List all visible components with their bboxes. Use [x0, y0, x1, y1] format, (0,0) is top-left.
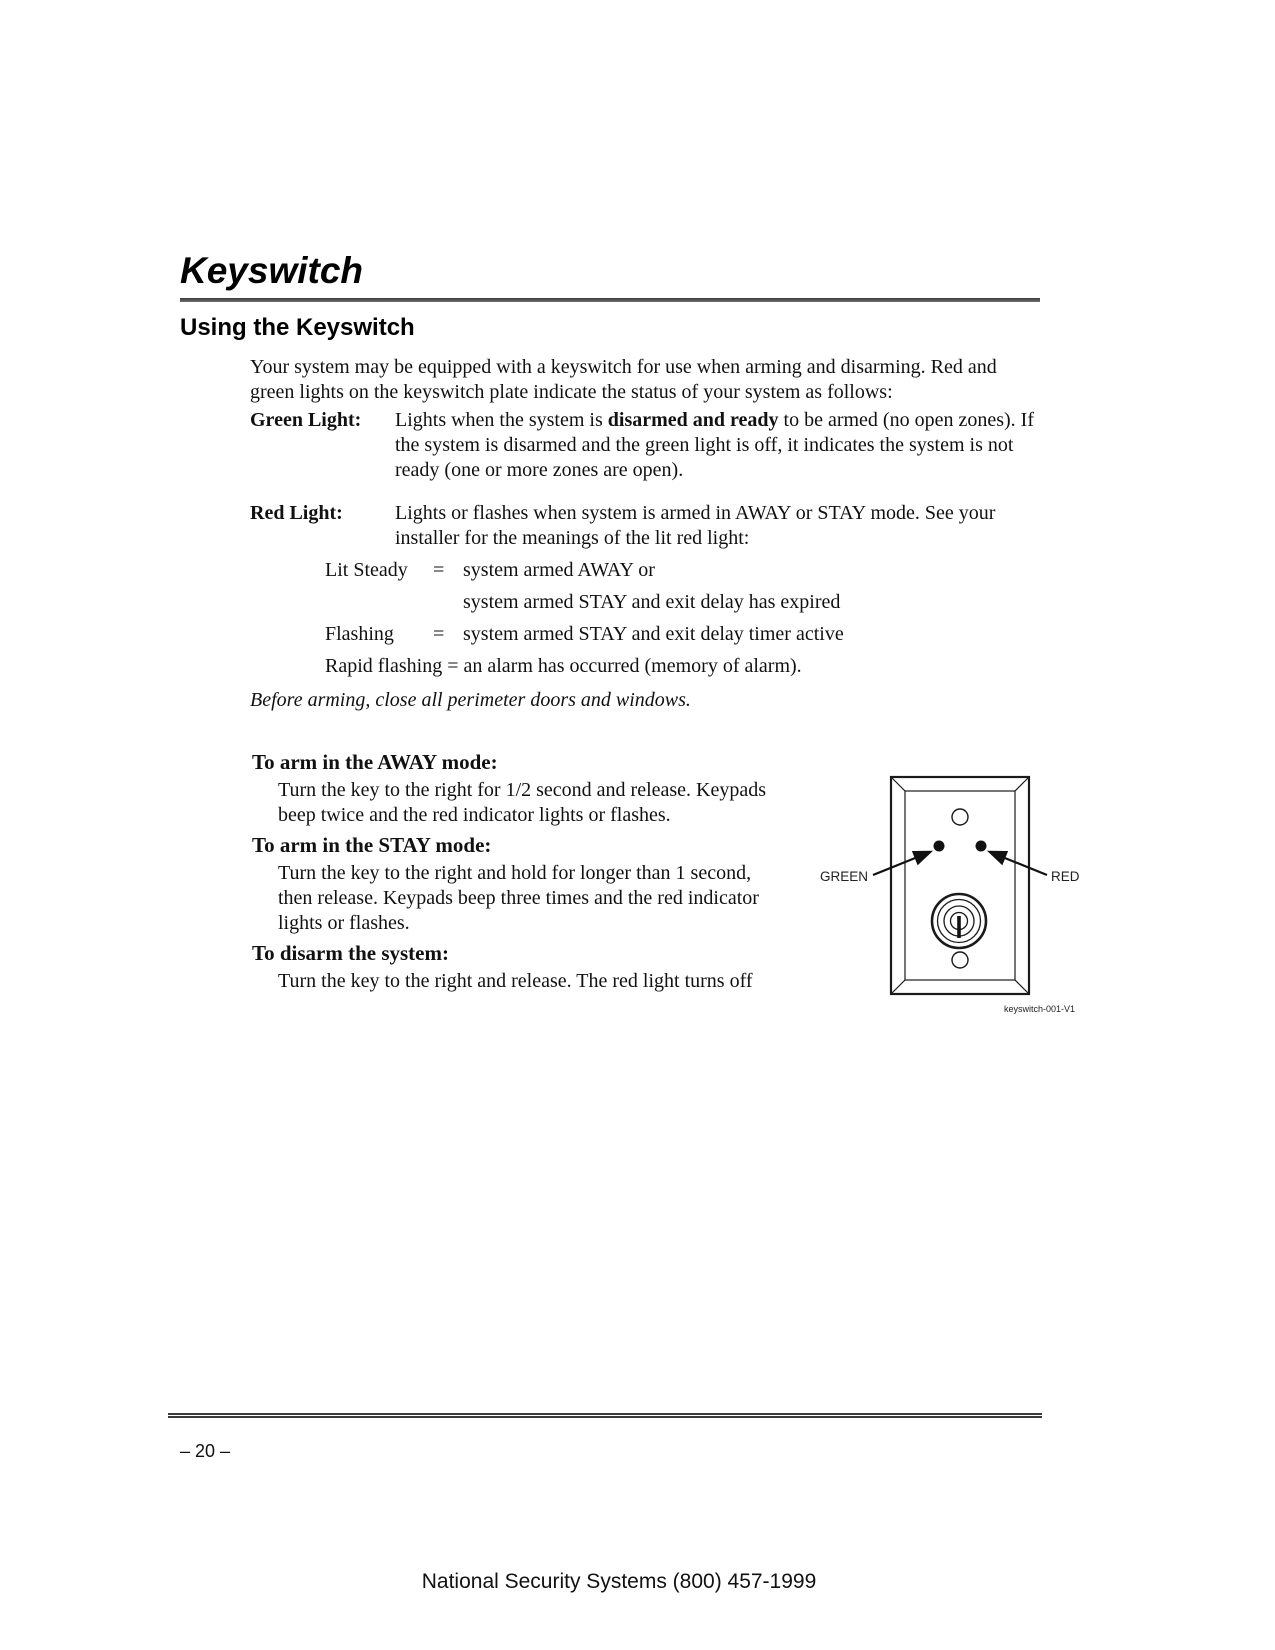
instruction-heading-stay: To arm in the STAY mode:: [252, 833, 492, 857]
green-light-desc-bold: disarmed and ready: [607, 409, 779, 431]
red-led-dot: [976, 841, 987, 852]
red-light-row: [250, 501, 1040, 551]
screw-hole-top: [952, 809, 968, 825]
instruction-heading-away: To arm in the AWAY mode:: [252, 750, 498, 774]
green-light-description: [395, 408, 1040, 483]
keyswitch-diagram: [770, 720, 1090, 1020]
state-eq: =: [433, 623, 445, 645]
intro-paragraph: Your system may be equipped with a keyswitch for use when arming and disarming. Red and green lights on the keyswitch plate indicate the status of your system as follows:: [250, 356, 997, 403]
red-light-label: Red Light:: [250, 502, 343, 524]
state-term: Lit Steady: [325, 559, 408, 581]
green-light-row: [250, 408, 1040, 483]
green-led-label: GREEN: [819, 869, 868, 884]
instructions-column: [252, 749, 767, 994]
red-light-state-row: [325, 558, 1040, 583]
red-led-label: RED: [1051, 869, 1080, 884]
memory-of-alarm-line: Rapid flashing = an alarm has occurred (memory of alarm).: [325, 655, 802, 677]
state-eq: =: [433, 559, 445, 581]
screw-hole-bottom: [952, 952, 968, 968]
instruction-body-stay: Turn the key to the right and hold for longer than 1 second, then release. Keypads beep three times and the red indicator lights or flashes.: [278, 862, 759, 934]
red-light-state-row: [325, 622, 1040, 647]
instruction-body-away: Turn the key to the right for 1/2 second and release. Keypads beep twice and the red indicator lights or flashes.: [278, 779, 767, 826]
figure-caption: keyswitch-001-V1: [1003, 1004, 1075, 1014]
state-meaning: system armed AWAY or: [463, 559, 655, 581]
footer-rule: [168, 1413, 1042, 1418]
before-arming-note: Before arming, close all perimeter doors and windows.: [250, 689, 691, 711]
red-light-description: Lights or flashes when system is armed in AWAY or STAY mode. See your installer for the meanings of the lit red light:: [395, 502, 996, 549]
green-led-dot: [934, 841, 945, 852]
instruction-heading-disarm: To disarm the system:: [252, 941, 449, 965]
section-heading: Using the Keyswitch: [180, 314, 415, 341]
red-light-state-row: [325, 590, 1040, 615]
title-rule: [180, 298, 1040, 302]
state-meaning: system armed STAY and exit delay has expired: [463, 591, 841, 613]
green-light-desc-pre: Lights when the system is: [395, 409, 608, 431]
green-light-label: Green Light:: [250, 409, 362, 431]
page-title: Keyswitch: [180, 250, 364, 291]
state-term: Flashing: [325, 623, 394, 645]
state-meaning: system armed STAY and exit delay timer active: [463, 623, 844, 645]
company-footer: National Security Systems (800) 457-1999: [421, 1570, 817, 1593]
instruction-body-disarm: Turn the key to the right and release. The red light turns off: [278, 970, 753, 992]
key-slot: [957, 916, 961, 938]
green-light-desc-post: to be armed (no open zones). If the system is disarmed and the green light is off, it indicates the system is not ready (one or more zones are open).: [395, 409, 1034, 481]
page-number: – 20 –: [180, 1441, 231, 1461]
